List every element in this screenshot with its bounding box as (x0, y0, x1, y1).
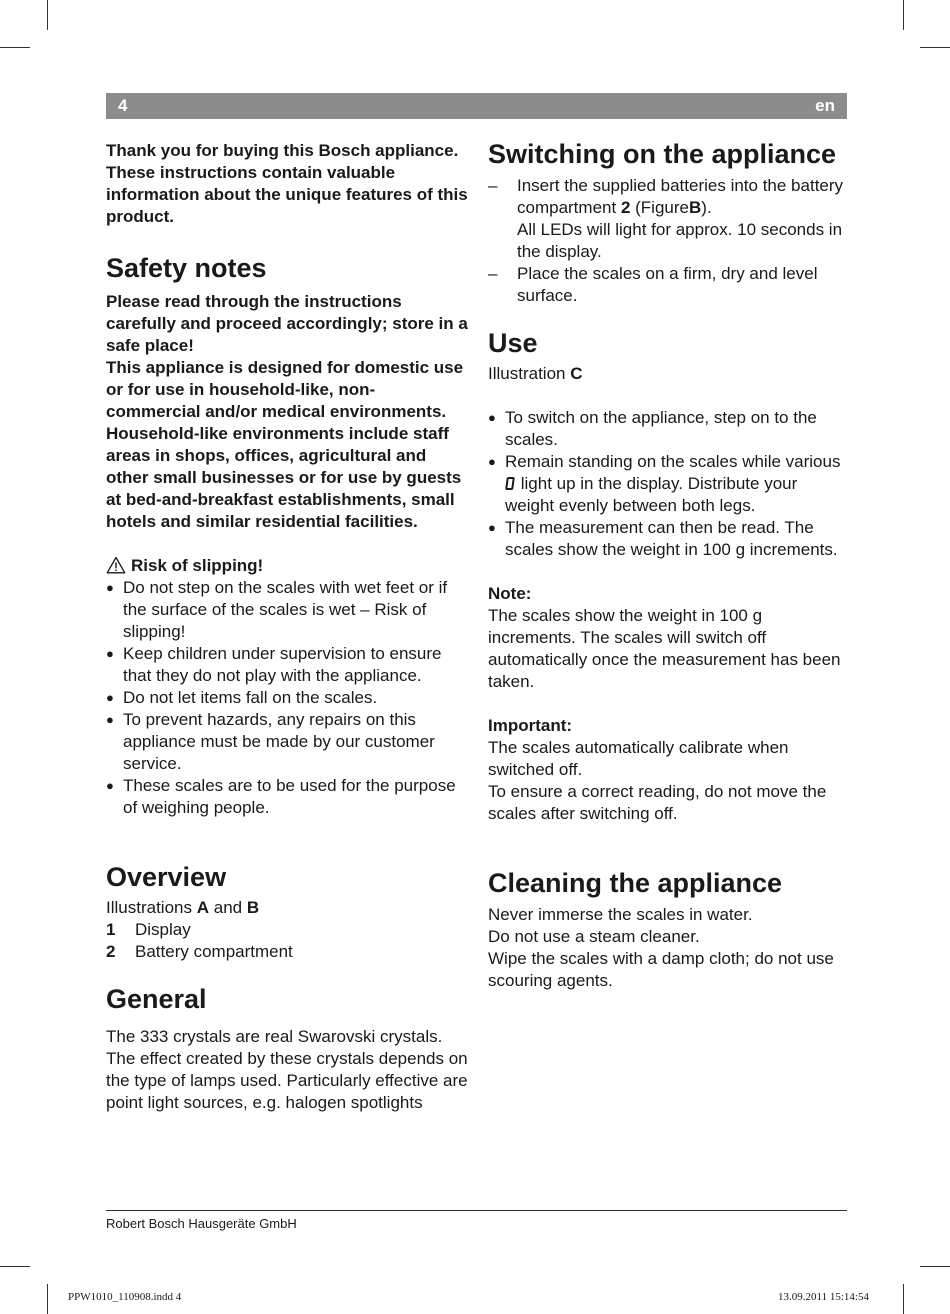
list-item: ● The measurement can then be read. The scales show the weight in 100 g increments. (488, 517, 850, 561)
list-item (106, 919, 468, 941)
illus-a: A (196, 898, 209, 917)
crop-mark (903, 0, 904, 30)
list-item: ● These scales are to be used for the purpose of weighing people. (106, 775, 468, 819)
step-figure-suffix: ). (701, 198, 712, 217)
list-item (488, 451, 850, 517)
footer-company: Robert Bosch Hausgeräte GmbH (106, 1216, 297, 1231)
step-text: All LEDs will light for approx. 10 seconds in the display. (517, 220, 843, 261)
left-column (106, 140, 468, 1114)
illus-c: C (570, 364, 583, 383)
right-column (488, 140, 850, 992)
use-bullets (488, 407, 850, 561)
list-item: ● Do not let items fall on the scales. (106, 687, 468, 709)
print-slug-file: PPW1010_110908.indd 4 (68, 1291, 182, 1303)
risk-title (106, 555, 468, 577)
step-figure-prefix: (Figure (635, 198, 689, 217)
footer-divider (106, 1210, 847, 1211)
important-text: To ensure a correct reading, do not move the scales after switching off. (488, 782, 827, 823)
switching-steps (488, 175, 850, 307)
list-item (106, 941, 468, 963)
list-item: – Place the scales on a firm, dry and level surface. (488, 263, 850, 307)
general-text: The 333 crystals are real Swarovski crystals. The effect created by these crystals depends on the type of lamps used. Particularly effective are point light sources, e.g. halogen spotlights (106, 1027, 468, 1112)
illus-b: B (246, 898, 260, 917)
overview-illustrations (106, 897, 468, 919)
use-heading: Use (488, 328, 538, 358)
safety-read-notice: Please read through the instructions carefully and proceed accordingly; store in a safe place! (106, 292, 468, 355)
safety-use-notice: This appliance is designed for domestic use or for use in household-like, non-commercial and/or medical environments. Household-like environments include staff areas in shops, offices, agricultural and other small businesses or for use by guests at bed-and-breakfast establishments, small hotels and similar residential facilities. (106, 358, 464, 531)
general-heading: General (106, 984, 207, 1014)
crop-mark (47, 1284, 48, 1314)
step-text: Insert the supplied batteries into the battery compartment (517, 176, 844, 217)
crop-mark (903, 1284, 904, 1314)
important-text: The scales automatically calibrate when switched off. (488, 738, 789, 779)
overview-heading: Overview (106, 862, 227, 892)
list-item: ● To prevent hazards, any repairs on this appliance must be made by our customer service. (106, 709, 468, 775)
print-slug-timestamp: 13.09.2011 15:14:54 (778, 1291, 869, 1303)
step-number-ref: 2 (620, 198, 631, 217)
overview-list (106, 919, 468, 963)
cleaning-text: Wipe the scales with a damp cloth; do not use scouring agents. (488, 949, 834, 990)
step-figure-ref: B (689, 198, 702, 217)
item-number: 1 (106, 920, 116, 939)
illus-prefix: Illustration (488, 364, 566, 383)
important-title: Important: (488, 716, 573, 735)
language-code: en (815, 96, 835, 115)
item-label: Display (135, 920, 191, 939)
list-item (488, 175, 850, 263)
crop-mark (920, 47, 950, 48)
page-header (106, 93, 847, 119)
illus-and: and (213, 898, 243, 917)
crop-mark (0, 47, 30, 48)
illus-prefix: Illustrations (106, 898, 192, 917)
crop-mark (47, 0, 48, 30)
segment-digit-icon (505, 477, 515, 490)
warning-triangle-icon (106, 556, 126, 574)
cleaning-heading: Cleaning the appliance (488, 868, 783, 898)
crop-mark (920, 1266, 950, 1267)
note-text: The scales show the weight in 100 g increments. The scales will switch off automatically once the measurement has been taken. (488, 606, 841, 691)
item-number: 2 (106, 942, 116, 961)
bullet-text: light up in the display. Distribute your weight evenly between both legs. (505, 474, 798, 515)
item-label: Battery compartment (135, 942, 293, 961)
intro-text: Thank you for buying this Bosch appliance. These instructions contain valuable information about the unique features of this product. (106, 141, 468, 226)
risk-title-text: Risk of slipping! (131, 556, 264, 575)
list-item: ● Keep children under supervision to ensure that they do not play with the appliance. (106, 643, 468, 687)
note-title: Note: (488, 584, 532, 603)
safety-notes-heading: Safety notes (106, 253, 267, 283)
cleaning-text: Never immerse the scales in water. (488, 905, 753, 924)
use-illustration (488, 363, 850, 385)
safety-bullets (106, 577, 468, 819)
list-item: ● To switch on the appliance, step on to the scales. (488, 407, 850, 451)
page-number: 4 (118, 96, 128, 115)
cleaning-text: Do not use a steam cleaner. (488, 927, 700, 946)
bullet-text: Remain standing on the scales while various (505, 452, 841, 471)
crop-mark (0, 1266, 30, 1267)
switching-on-heading: Switching on the appliance (488, 139, 837, 169)
list-item: ● Do not step on the scales with wet feet or if the surface of the scales is wet – Risk of slipping! (106, 577, 468, 643)
